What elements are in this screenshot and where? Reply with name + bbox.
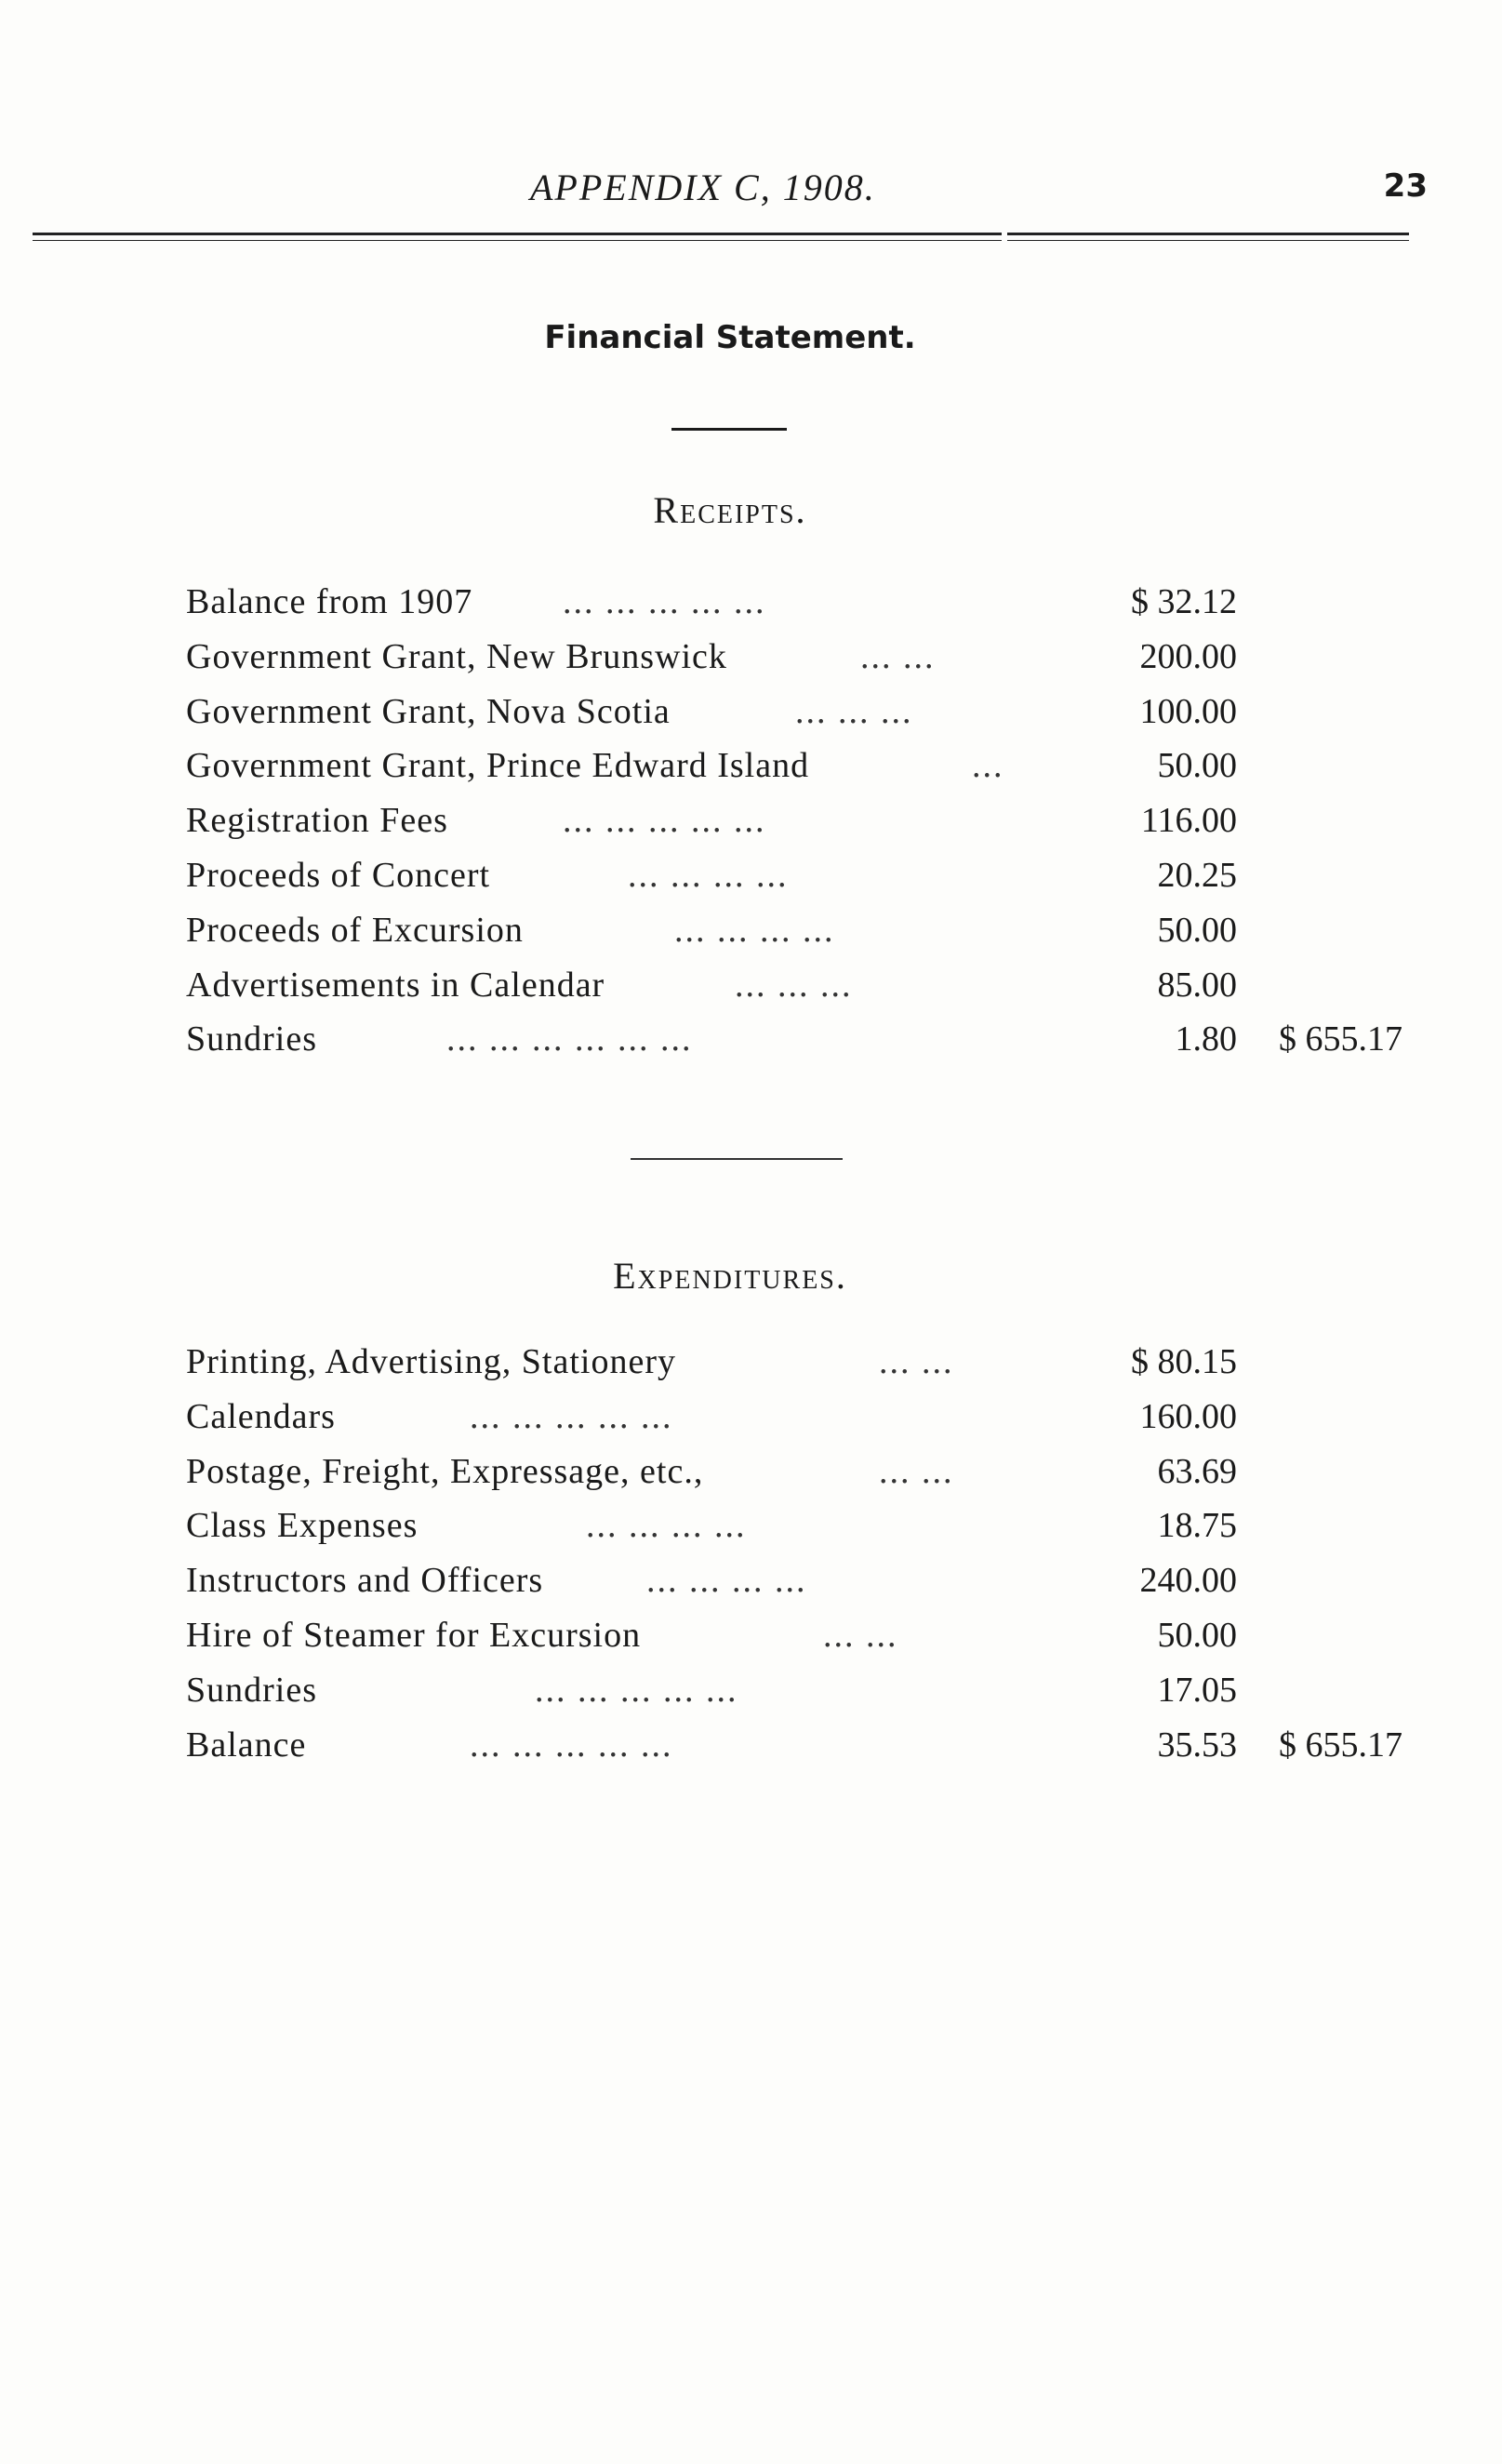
ledger-row bbox=[186, 903, 1432, 958]
page-header bbox=[0, 166, 1502, 212]
statement-title: Financial Statement. bbox=[544, 319, 916, 356]
leader-dots: ... ... bbox=[860, 636, 936, 676]
ledger-row bbox=[186, 793, 1432, 848]
ledger-row bbox=[186, 1718, 1432, 1773]
ledger-row bbox=[186, 1608, 1432, 1663]
header-rule-left bbox=[33, 233, 1002, 241]
ledger-row bbox=[186, 685, 1432, 739]
expenditures-heading: Expenditures. bbox=[613, 1255, 847, 1297]
expenditures-ledger bbox=[186, 1335, 1432, 1772]
row-total: $ 655.17 bbox=[1279, 1725, 1402, 1765]
leader-dots: ... ... bbox=[823, 1615, 898, 1655]
leader-dots: ... ... ... ... bbox=[646, 1561, 807, 1601]
row-amount: 17.05 bbox=[1157, 1670, 1237, 1710]
row-amount: $ 80.15 bbox=[1131, 1342, 1237, 1381]
row-label: Class Expenses bbox=[186, 1506, 419, 1546]
ledger-row bbox=[186, 1335, 1432, 1390]
row-amount: 35.53 bbox=[1157, 1725, 1237, 1765]
row-label: Advertisements in Calendar bbox=[186, 965, 605, 1005]
row-label: Registration Fees bbox=[186, 801, 448, 841]
row-amount: $ 32.12 bbox=[1131, 582, 1237, 621]
ledger-row bbox=[186, 1498, 1432, 1553]
ledger-row bbox=[186, 575, 1432, 630]
row-label: Printing, Advertising, Stationery bbox=[186, 1342, 676, 1381]
row-label: Calendars bbox=[186, 1396, 336, 1436]
leader-dots: ... ... ... bbox=[795, 691, 913, 731]
ledger-row bbox=[186, 1445, 1432, 1499]
row-amount: 18.75 bbox=[1157, 1506, 1237, 1546]
row-amount: 240.00 bbox=[1139, 1561, 1237, 1601]
running-title: APPENDIX C, 1908. bbox=[530, 166, 876, 208]
row-label: Instructors and Officers bbox=[186, 1561, 544, 1601]
leader-dots: ... ... ... ... ... bbox=[535, 1670, 738, 1710]
row-amount: 100.00 bbox=[1139, 691, 1237, 731]
leader-dots: ... ... bbox=[879, 1451, 954, 1491]
leader-dots: ... ... ... ... bbox=[674, 910, 835, 950]
row-label: Balance bbox=[186, 1725, 307, 1765]
leader-dots: ... ... ... ... bbox=[628, 855, 789, 895]
ledger-row bbox=[186, 1663, 1432, 1718]
row-label: Government Grant, Nova Scotia bbox=[186, 691, 671, 731]
row-amount: 50.00 bbox=[1157, 1615, 1237, 1655]
leader-dots: ... ... ... ... ... ... bbox=[446, 1019, 693, 1059]
row-label: Government Grant, Prince Edward Island bbox=[186, 746, 810, 786]
row-label: Balance from 1907 bbox=[186, 582, 473, 621]
row-amount: 20.25 bbox=[1157, 855, 1237, 895]
section-divider bbox=[631, 1158, 843, 1160]
receipts-heading: Receipts. bbox=[653, 489, 807, 531]
leader-dots: ... ... ... ... ... bbox=[470, 1396, 673, 1436]
row-amount: 160.00 bbox=[1139, 1396, 1237, 1436]
ledger-row bbox=[186, 630, 1432, 685]
row-amount: 1.80 bbox=[1175, 1019, 1237, 1059]
row-label: Postage, Freight, Expressage, etc., bbox=[186, 1451, 704, 1491]
header-rule-right bbox=[1007, 233, 1409, 241]
leader-dots: ... ... ... bbox=[735, 965, 853, 1005]
leader-dots: ... bbox=[972, 746, 1004, 786]
header-double-rule bbox=[33, 233, 1409, 246]
leader-dots: ... ... ... ... bbox=[586, 1506, 747, 1546]
leader-dots: ... ... bbox=[879, 1342, 954, 1381]
row-amount: 63.69 bbox=[1157, 1451, 1237, 1491]
ledger-row bbox=[186, 848, 1432, 903]
ledger-row bbox=[186, 739, 1432, 793]
row-total: $ 655.17 bbox=[1279, 1019, 1402, 1059]
leader-dots: ... ... ... ... ... bbox=[470, 1725, 673, 1765]
ledger-row bbox=[186, 1012, 1432, 1067]
ledger-row bbox=[186, 1390, 1432, 1445]
row-label: Proceeds of Concert bbox=[186, 855, 491, 895]
row-amount: 116.00 bbox=[1140, 801, 1237, 841]
page-number: 23 bbox=[1383, 167, 1428, 205]
row-amount: 50.00 bbox=[1157, 746, 1237, 786]
ledger-row bbox=[186, 958, 1432, 1013]
ledger-row bbox=[186, 1553, 1432, 1608]
row-label: Sundries bbox=[186, 1019, 317, 1059]
row-label: Sundries bbox=[186, 1670, 317, 1710]
row-amount: 85.00 bbox=[1157, 965, 1237, 1005]
row-amount: 50.00 bbox=[1157, 910, 1237, 950]
row-amount: 200.00 bbox=[1139, 636, 1237, 676]
row-label: Government Grant, New Brunswick bbox=[186, 636, 727, 676]
receipts-ledger bbox=[186, 575, 1432, 1067]
leader-dots: ... ... ... ... ... bbox=[563, 582, 766, 621]
row-label: Hire of Steamer for Excursion bbox=[186, 1615, 642, 1655]
row-label: Proceeds of Excursion bbox=[186, 910, 524, 950]
leader-dots: ... ... ... ... ... bbox=[563, 801, 766, 841]
title-divider bbox=[671, 428, 787, 431]
